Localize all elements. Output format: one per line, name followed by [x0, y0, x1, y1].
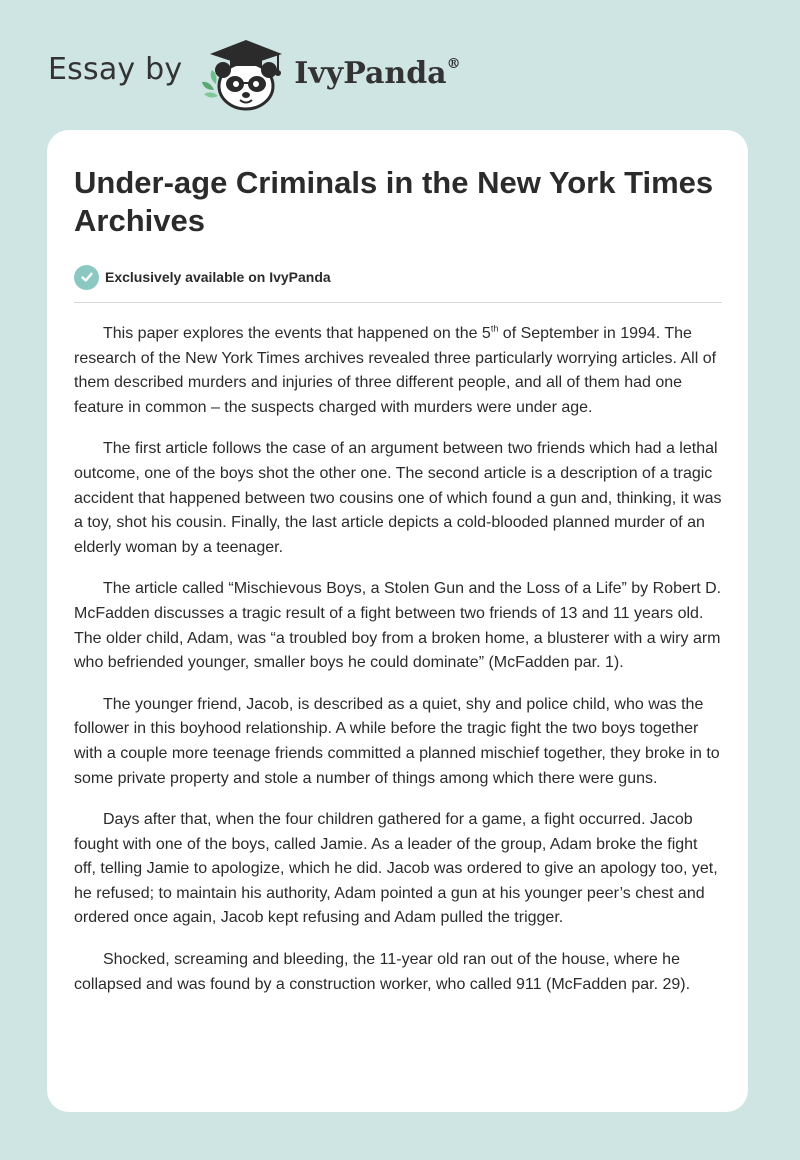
ordinal-suffix: th: [490, 323, 499, 334]
registered-mark: ®: [446, 55, 461, 72]
essay-title: Under-age Criminals in the New York Times Archives: [74, 165, 714, 238]
paragraph-1: [74, 322, 722, 420]
exclusive-label: Exclusively available on IvyPanda: [105, 269, 331, 285]
essay-card: [47, 130, 748, 1112]
paragraph-3: The article called “Mischievous Boys, a Stolen Gun and the Loss of a Life” by Robert D. McFadden discusses a tragic result of a fight between two friends of 13 and 11 years old. The older child, Adam, was “a troubled boy from a broken home, a blusterer with a wiry arm who befriended younger, smaller boys he could dominate” (McFadden par. 1).: [74, 580, 722, 672]
essay-by-label: Essay by: [48, 51, 183, 87]
panda-graduate-logo-icon[interactable]: [196, 32, 290, 112]
paragraph-1-end: of September in 1994. The research of the New York Times archives revealed three particularly worrying articles. All of them described murders and injuries of three different people, and all of them had one feature in common – the suspects charged with murders were under age.: [74, 325, 717, 416]
exclusive-badge: [74, 264, 331, 290]
paragraph-5: Days after that, when the four children gathered for a game, a fight occurred. Jacob fought with one of the boys, called Jamie. As a leader of the group, Adam broke the fight off, telling Jamie to apologize, which he did. Jacob was ordered to give an apology too, yet, he refused; to maintain his authority, Adam pointed a gun at his younger peer’s chest and ordered once again, Jacob kept refusing and Adam pulled the trigger.: [74, 811, 718, 927]
site-header: [48, 32, 461, 112]
checkmark-icon: [74, 265, 99, 290]
essay-body: [74, 322, 722, 1014]
paragraph-2: The first article follows the case of an argument between two friends which had a lethal outcome, one of the boys shot the other one. The second article is a description of a tragic accident that happened between two cousins one of which found a gun and, thinking, it was a toy, shot his cousin. Finally, the last article depicts a cold-blooded planned murder of an elderly woman by a teenager.: [74, 440, 722, 556]
brand-name[interactable]: [294, 56, 460, 91]
divider: [74, 302, 722, 303]
brand-text: IvyPanda: [294, 55, 447, 91]
paragraph-1-start: This paper explores the events that happened on the 5: [103, 325, 491, 342]
paragraph-6: Shocked, screaming and bleeding, the 11-year old ran out of the house, where he collapsed and was found by a construction worker, who called 911 (McFadden par. 29).: [74, 951, 691, 993]
paragraph-4: The younger friend, Jacob, is described as a quiet, shy and police child, who was the follower in this boyhood relationship. A while before the tragic fight the two boys together with a couple more teenage friends committed a planned mischief together, they broke in to some private property and stole a number of things among which there were guns.: [74, 695, 720, 787]
